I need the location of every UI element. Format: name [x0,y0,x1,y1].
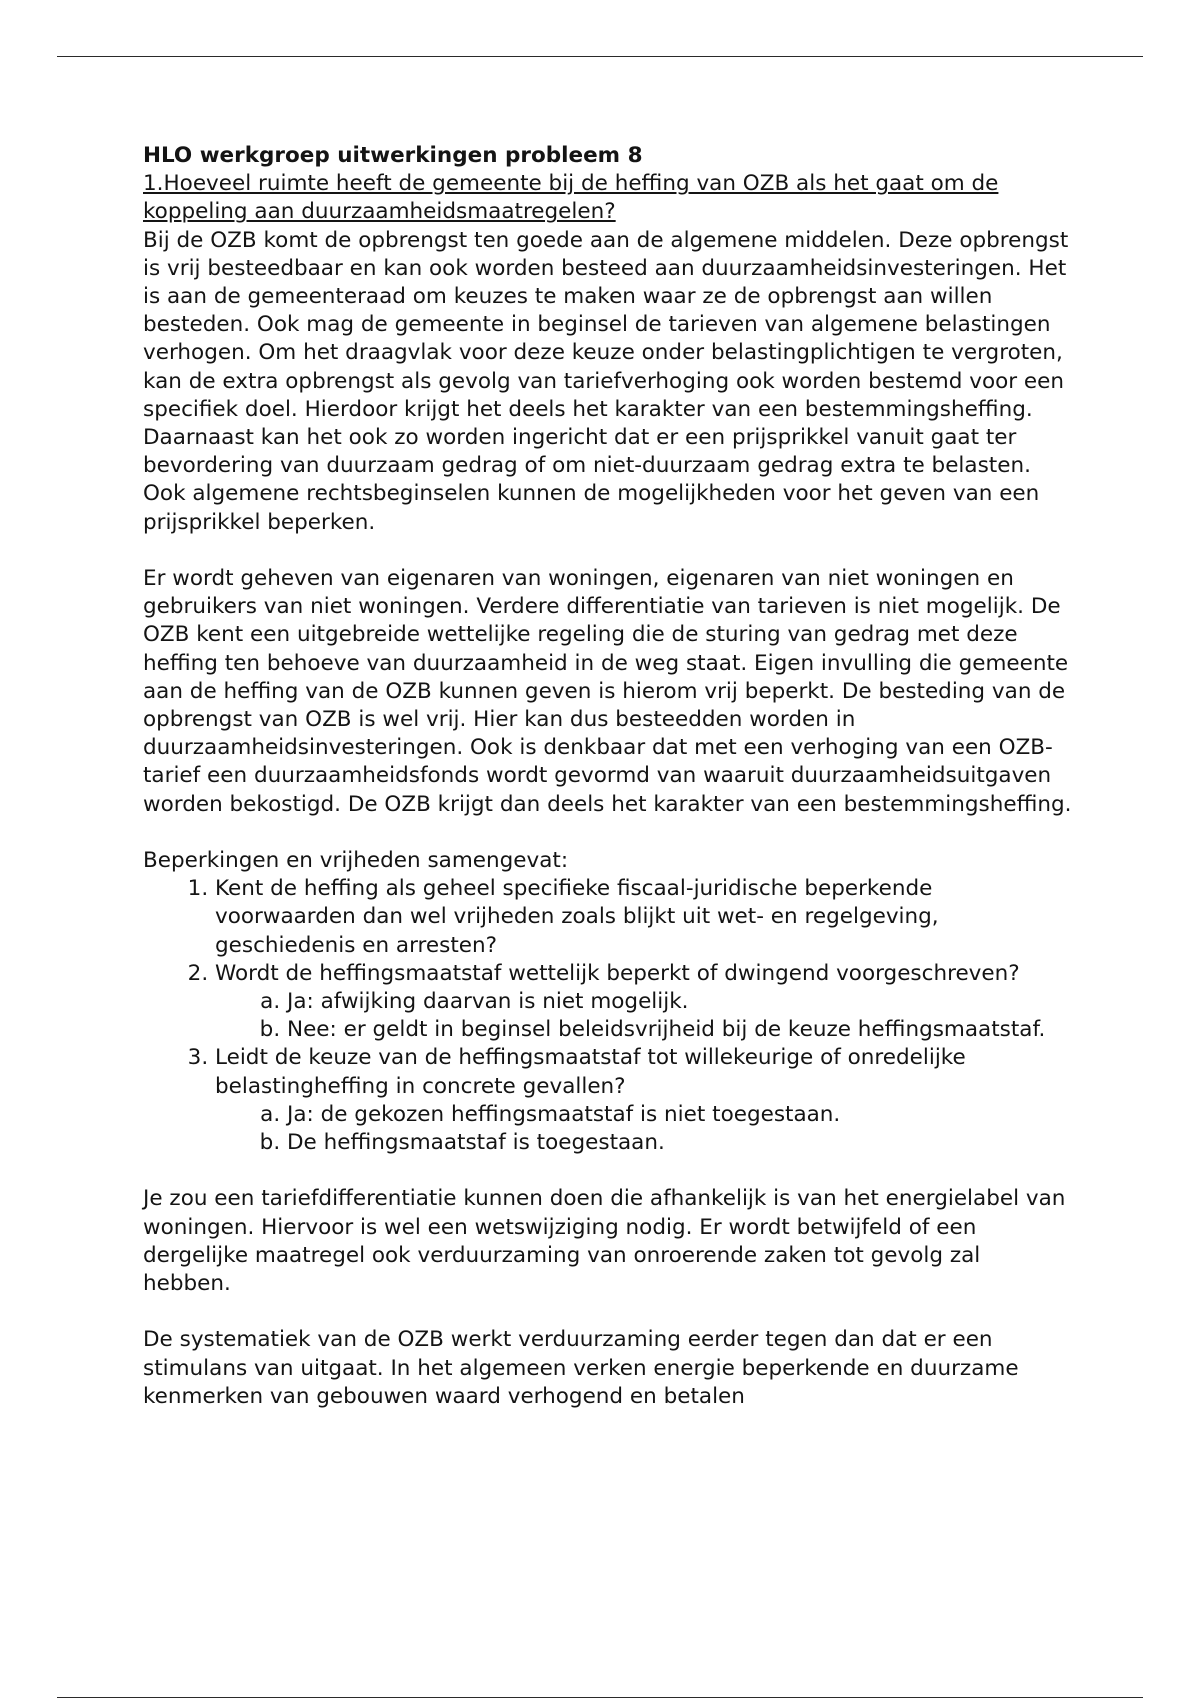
list-item-text: Wordt de heffingsmaatstaf wettelijk beperkt of dwingend voorgeschreven? [215,960,1020,986]
list-item-text: Kent de heffing als geheel specifieke fiscaal-juridische beperkende voorwaarden dan wel vrijheden zoals blijkt uit wet- en regelgeving, geschiedenis en arresten? [215,876,939,958]
sub-list-item: b. De heffingsmaatstaf is toegestaan. [287,1129,1073,1157]
document-title: HLO werkgroep uitwerkingen probleem 8 [143,143,643,168]
list-item [215,960,1073,1045]
summary-list [143,875,1073,1157]
sub-list [215,988,1073,1044]
header-rule [57,56,1143,57]
paragraph-2: Er wordt geheven van eigenaren van woningen, eigenaren van niet woningen en gebruikers van niet woningen. Verdere differentiatie van tarieven is niet mogelijk. De OZB kent een uitgebreide wettelijke regeling die de sturing van gedrag met deze heffing ten behoeve van duurzaamheid in de weg staat. Eigen invulling die gemeente aan de heffing van de OZB kunnen geven is hierom vrij beperkt. De besteding van de opbrengst van OZB is wel vrij. Hier kan dus besteedden worden in duurzaamheidsinvesteringen. Ook is denkbaar dat met een verhoging van een OZB-tarief een duurzaamheidsfonds wordt gevormd van waaruit duurzaamheidsuitgaven worden bekostigd. De OZB krijgt dan deels het karakter van een bestemmingsheffing. [143,566,1072,817]
paragraph-4: De systematiek van de OZB werkt verduurzaming eerder tegen dan dat er een stimulans van uitgaat. In het algemeen verken energie beperkende en duurzame kenmerken van gebouwen waard verhogend en betalen [143,1327,1019,1409]
list-item-text: Leidt de keuze van de heffingsmaatstaf tot willekeurige of onredelijke belastingheffing in concrete gevallen? [215,1045,966,1099]
document-body [143,142,1073,1411]
question-heading: 1.Hoeveel ruimte heeft de gemeente bij de heffing van OZB als het gaat om de koppeling aan duurzaamheidsmaatregelen? [143,171,999,225]
list-item [215,875,1073,960]
paragraph-1: Bij de OZB komt de opbrengst ten goede aan de algemene middelen. Deze opbrengst is vrij besteedbaar en kan ook worden besteed aan duurzaamheidsinvesteringen. Het is aan de gemeenteraad om keuzes te maken waar ze de opbrengst aan willen besteden. Ook mag de gemeente in beginsel de tarieven van algemene belastingen verhogen. Om het draagvlak voor deze keuze onder belastingplichtigen te vergroten, kan de extra opbrengst als gevolg van tariefverhoging ook worden bestemd voor een specifiek doel. Hierdoor krijgt het deels het karakter van een bestemmingsheffing. Daarnaast kan het ook zo worden ingericht dat er een prijsprikkel vanuit gaat ter bevordering van duurzaam gedrag of om niet-duurzaam gedrag extra te belasten. Ook algemene rechtsbeginselen kunnen de mogelijkheden voor het geven van een prijsprikkel beperken. [143,227,1069,535]
footer-rule [57,1697,1143,1698]
sub-list-item: b. Nee: er geldt in beginsel beleidsvrijheid bij de keuze heffingsmaatstaf. [287,1016,1073,1044]
list-item [215,1044,1073,1157]
sub-list-item: a. Ja: afwijking daarvan is niet mogelijk. [287,988,1073,1016]
sub-list [215,1101,1073,1157]
summary-heading: Beperkingen en vrijheden samengevat: [143,848,569,874]
paragraph-3: Je zou een tariefdifferentiatie kunnen doen die afhankelijk is van het energielabel van woningen. Hiervoor is wel een wetswijziging nodig. Er wordt betwijfeld of een dergelijke maatregel ook verduurzaming van onroerende zaken tot gevolg zal hebben. [143,1186,1066,1297]
sub-list-item: a. Ja: de gekozen heffingsmaatstaf is niet toegestaan. [287,1101,1073,1129]
